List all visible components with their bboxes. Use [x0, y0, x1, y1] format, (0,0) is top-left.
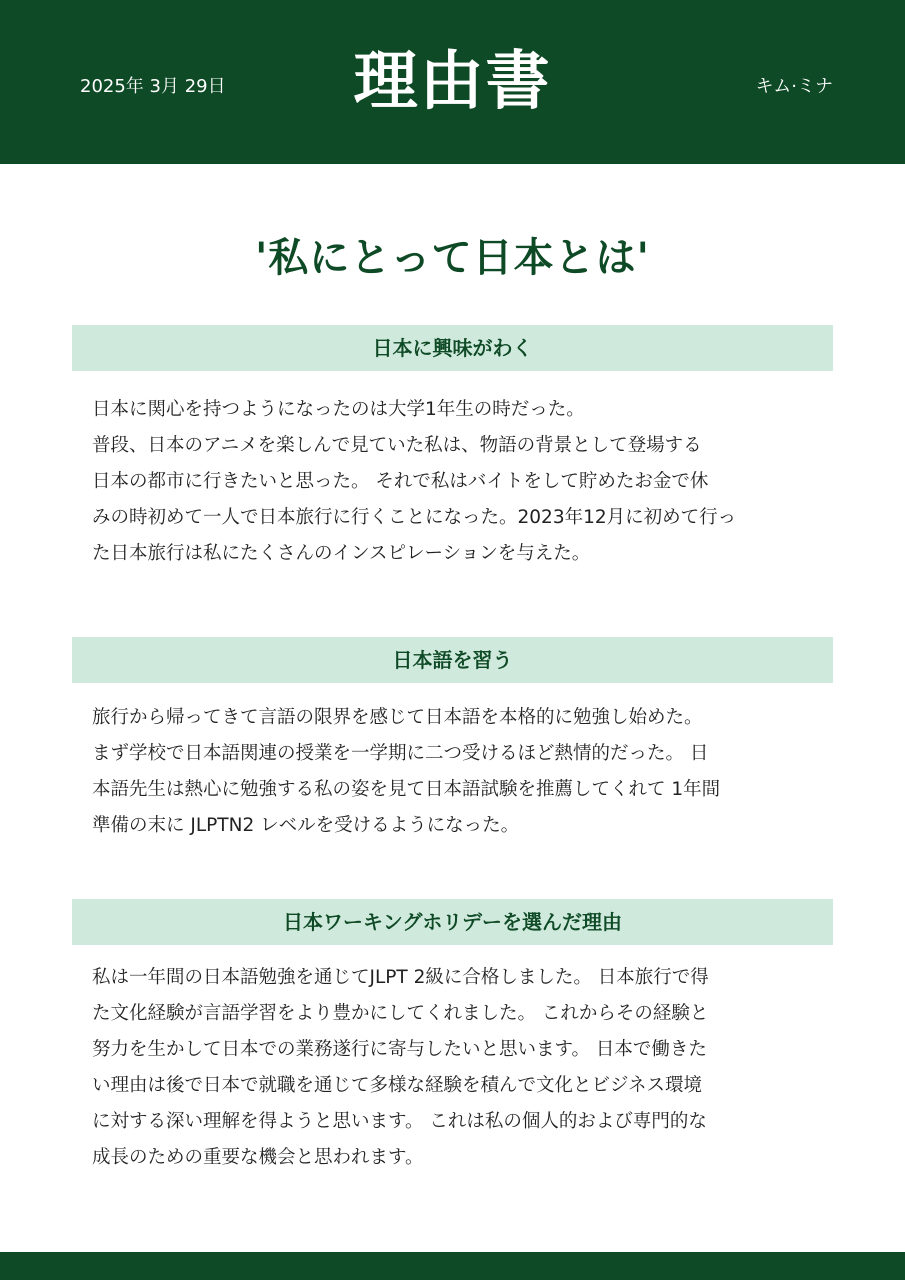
- text-line: た文化経験が言語学習をより豊かにしてくれました。 これからその経験と: [92, 1003, 709, 1024]
- text-line: 成長のための重要な機会と思われます。: [92, 1147, 424, 1168]
- section-heading: 日本ワーキングホリデーを選んだ理由: [72, 899, 833, 945]
- text-line: 普段、日本のアニメを楽しんで見ていた私は、物語の背景として登場する: [92, 435, 702, 456]
- section-heading: 日本語を習う: [72, 637, 833, 683]
- section-body: [92, 960, 822, 1176]
- document-date: 2025年 3月 29日: [80, 76, 226, 97]
- footer-bar: [0, 1252, 905, 1280]
- text-line: 本語先生は熱心に勉強する私の姿を見て日本語試験を推薦してくれて 1年間: [92, 779, 721, 800]
- text-line: 日本に関心を持つようになったのは大学1年生の時だった。: [92, 399, 585, 420]
- text-line: に対する深い理解を得ようと思います。 これは私の個人的および専門的な: [92, 1111, 707, 1132]
- author-name: キム·ミナ: [755, 76, 833, 97]
- text-line: 私は一年間の日本語勉強を通じてJLPT 2級に合格しました。 日本旅行で得: [92, 967, 709, 988]
- text-line: 努力を生かして日本での業務遂行に寄与したいと思います。 日本で働きた: [92, 1039, 707, 1060]
- section-body: [92, 700, 822, 844]
- document-title: 理由書: [353, 44, 552, 119]
- text-line: い理由は後で日本で就職を通じて多様な経験を積んで文化とビジネス環境: [92, 1075, 702, 1096]
- page-subtitle: '私にとって日本とは': [255, 234, 650, 281]
- header-banner: [0, 0, 905, 164]
- text-line: 準備の末に JLPTN2 レベルを受けるようになった。: [92, 815, 520, 836]
- text-line: まず学校で日本語関連の授業を一学期に二つ受けるほど熱情的だった。 日: [92, 743, 709, 764]
- section-body: [92, 392, 822, 572]
- text-line: た日本旅行は私にたくさんのインスピレーションを与えた。: [92, 543, 591, 564]
- text-line: 旅行から帰ってきて言語の限界を感じて日本語を本格的に勉強し始めた。: [92, 707, 703, 728]
- section-heading: 日本に興味がわく: [72, 325, 833, 371]
- text-line: 日本の都市に行きたいと思った。 それで私はバイトをして貯めたお金で休: [92, 471, 709, 492]
- text-line: みの時初めて一人で日本旅行に行くことになった。2023年12月に初めて行っ: [92, 507, 737, 528]
